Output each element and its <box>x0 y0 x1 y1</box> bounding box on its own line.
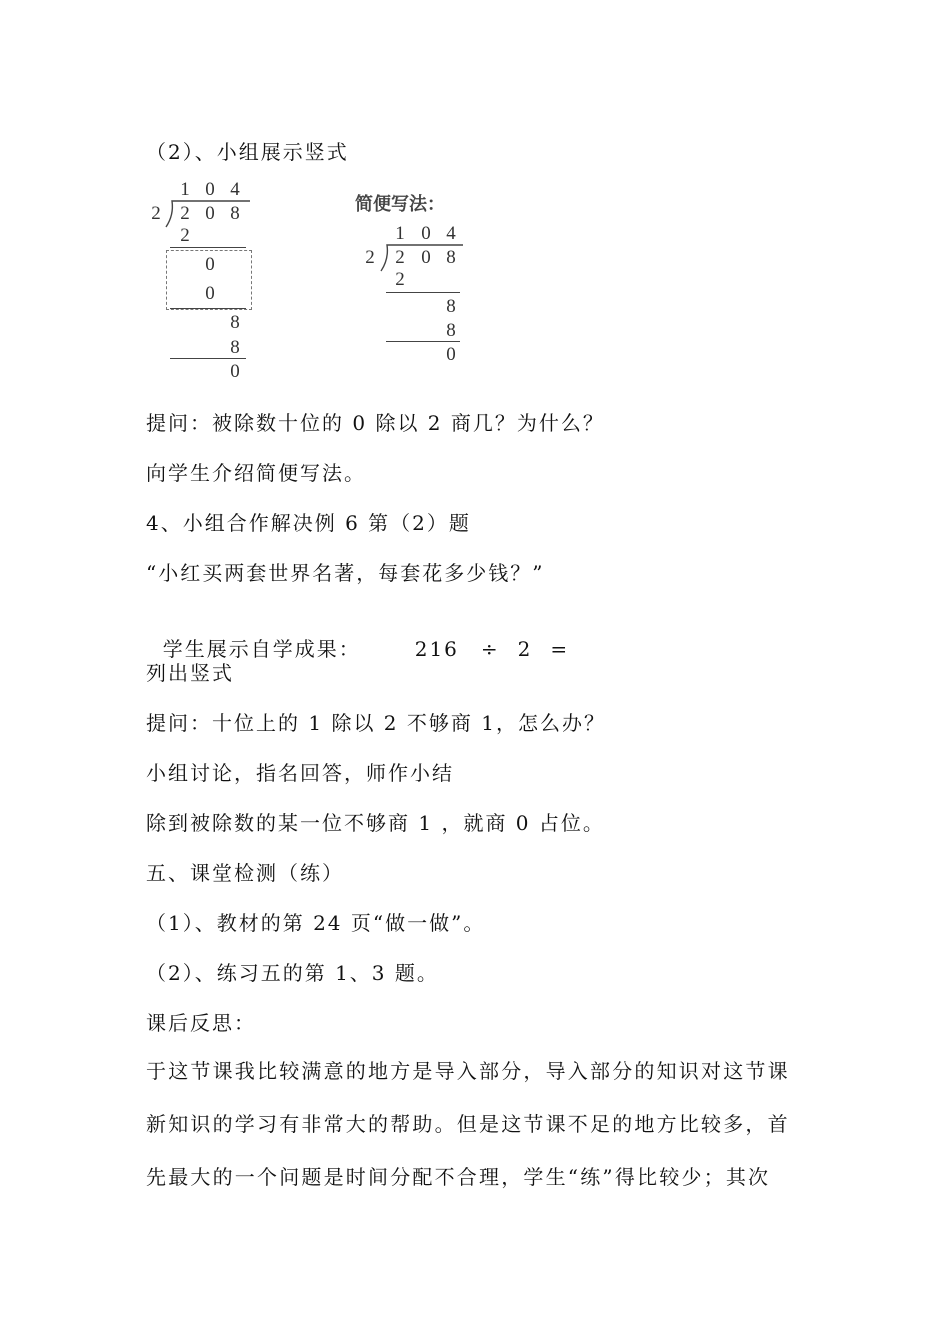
equation-equals: = <box>550 637 570 661</box>
reflection-heading: 课后反思： <box>146 1011 256 1035</box>
question-2: 提问：十位上的 1 除以 2 不够商 1，怎么办？ <box>146 711 606 735</box>
remainder-digit: 0 <box>230 361 240 382</box>
long-division-figure-shortcut <box>355 190 475 370</box>
step-digit: 0 <box>205 254 215 275</box>
paragraph-line: 先最大的一个问题是时间分配不合理，学生“练”得比较少；其次 <box>146 1165 771 1189</box>
step-digit: 8 <box>446 320 456 341</box>
dividend-digit: 0 <box>205 203 215 224</box>
dividend-digit: 2 <box>395 247 405 268</box>
quotient-digit: 0 <box>421 223 431 244</box>
intro-shortcut: 向学生介绍简便写法。 <box>146 461 366 485</box>
reflection-paragraph <box>146 1045 806 1204</box>
divisor: 2 <box>151 203 161 224</box>
divisor: 2 <box>365 247 375 268</box>
subtraction-rule <box>170 358 246 359</box>
student-result-line <box>146 610 569 662</box>
quotient-digit: 4 <box>230 179 240 200</box>
step-digit: 0 <box>205 283 215 304</box>
equation-operator: ÷ <box>480 637 500 661</box>
equation-dividend: 216 <box>414 637 459 661</box>
quotient-digit: 1 <box>180 179 190 200</box>
dividend-digit: 0 <box>421 247 431 268</box>
subtraction-rule <box>170 308 246 309</box>
long-division-figure-full <box>148 178 258 383</box>
subheading-group-display: （2）、小组展示竖式 <box>146 140 349 164</box>
quotient-digit: 4 <box>446 223 456 244</box>
dividend-digit: 8 <box>230 203 240 224</box>
group-discussion: 小组讨论，指名回答，师作小结 <box>146 761 454 785</box>
step-product: 2 <box>180 225 190 246</box>
quotient-digit: 1 <box>395 223 405 244</box>
list-vertical: 列出竖式 <box>146 661 234 685</box>
step-digit: 8 <box>446 296 456 317</box>
subtraction-rule <box>386 341 460 342</box>
shortcut-label: 简便写法： <box>355 194 445 215</box>
dividend-digit: 8 <box>446 247 456 268</box>
subtraction-rule <box>386 292 460 293</box>
dividend-digit: 2 <box>180 203 190 224</box>
rule-summary: 除到被除数的某一位不够商 1 ，就商 0 占位。 <box>146 811 605 835</box>
step-digit: 8 <box>230 312 240 333</box>
item-4: 4、小组合作解决例 6 第（2）题 <box>146 511 471 535</box>
step-product: 2 <box>395 269 405 290</box>
student-result-label: 学生展示自学成果： <box>162 637 361 661</box>
quotient-digit: 0 <box>205 179 215 200</box>
equation-divisor: 2 <box>517 637 533 661</box>
paragraph-line: 于这节课我比较满意的地方是导入部分，导入部分的知识对这节课 <box>146 1059 790 1083</box>
remainder-digit: 0 <box>446 344 456 365</box>
question-1: 提问：被除数十位的 0 除以 2 商几？为什么？ <box>146 411 605 435</box>
problem-quote: “小红买两套世界名著，每套花多少钱？” <box>146 561 545 585</box>
exercise-2: （2）、练习五的第 1、3 题。 <box>146 961 439 985</box>
section-5-heading: 五、课堂检测（练） <box>146 861 344 885</box>
paragraph-line: 新知识的学习有非常大的帮助。但是这节课不足的地方比较多，首 <box>146 1112 790 1136</box>
step-digit: 8 <box>230 337 240 358</box>
subtraction-rule <box>170 247 246 248</box>
exercise-1: （1）、教材的第 24 页“做一做”。 <box>146 911 486 935</box>
